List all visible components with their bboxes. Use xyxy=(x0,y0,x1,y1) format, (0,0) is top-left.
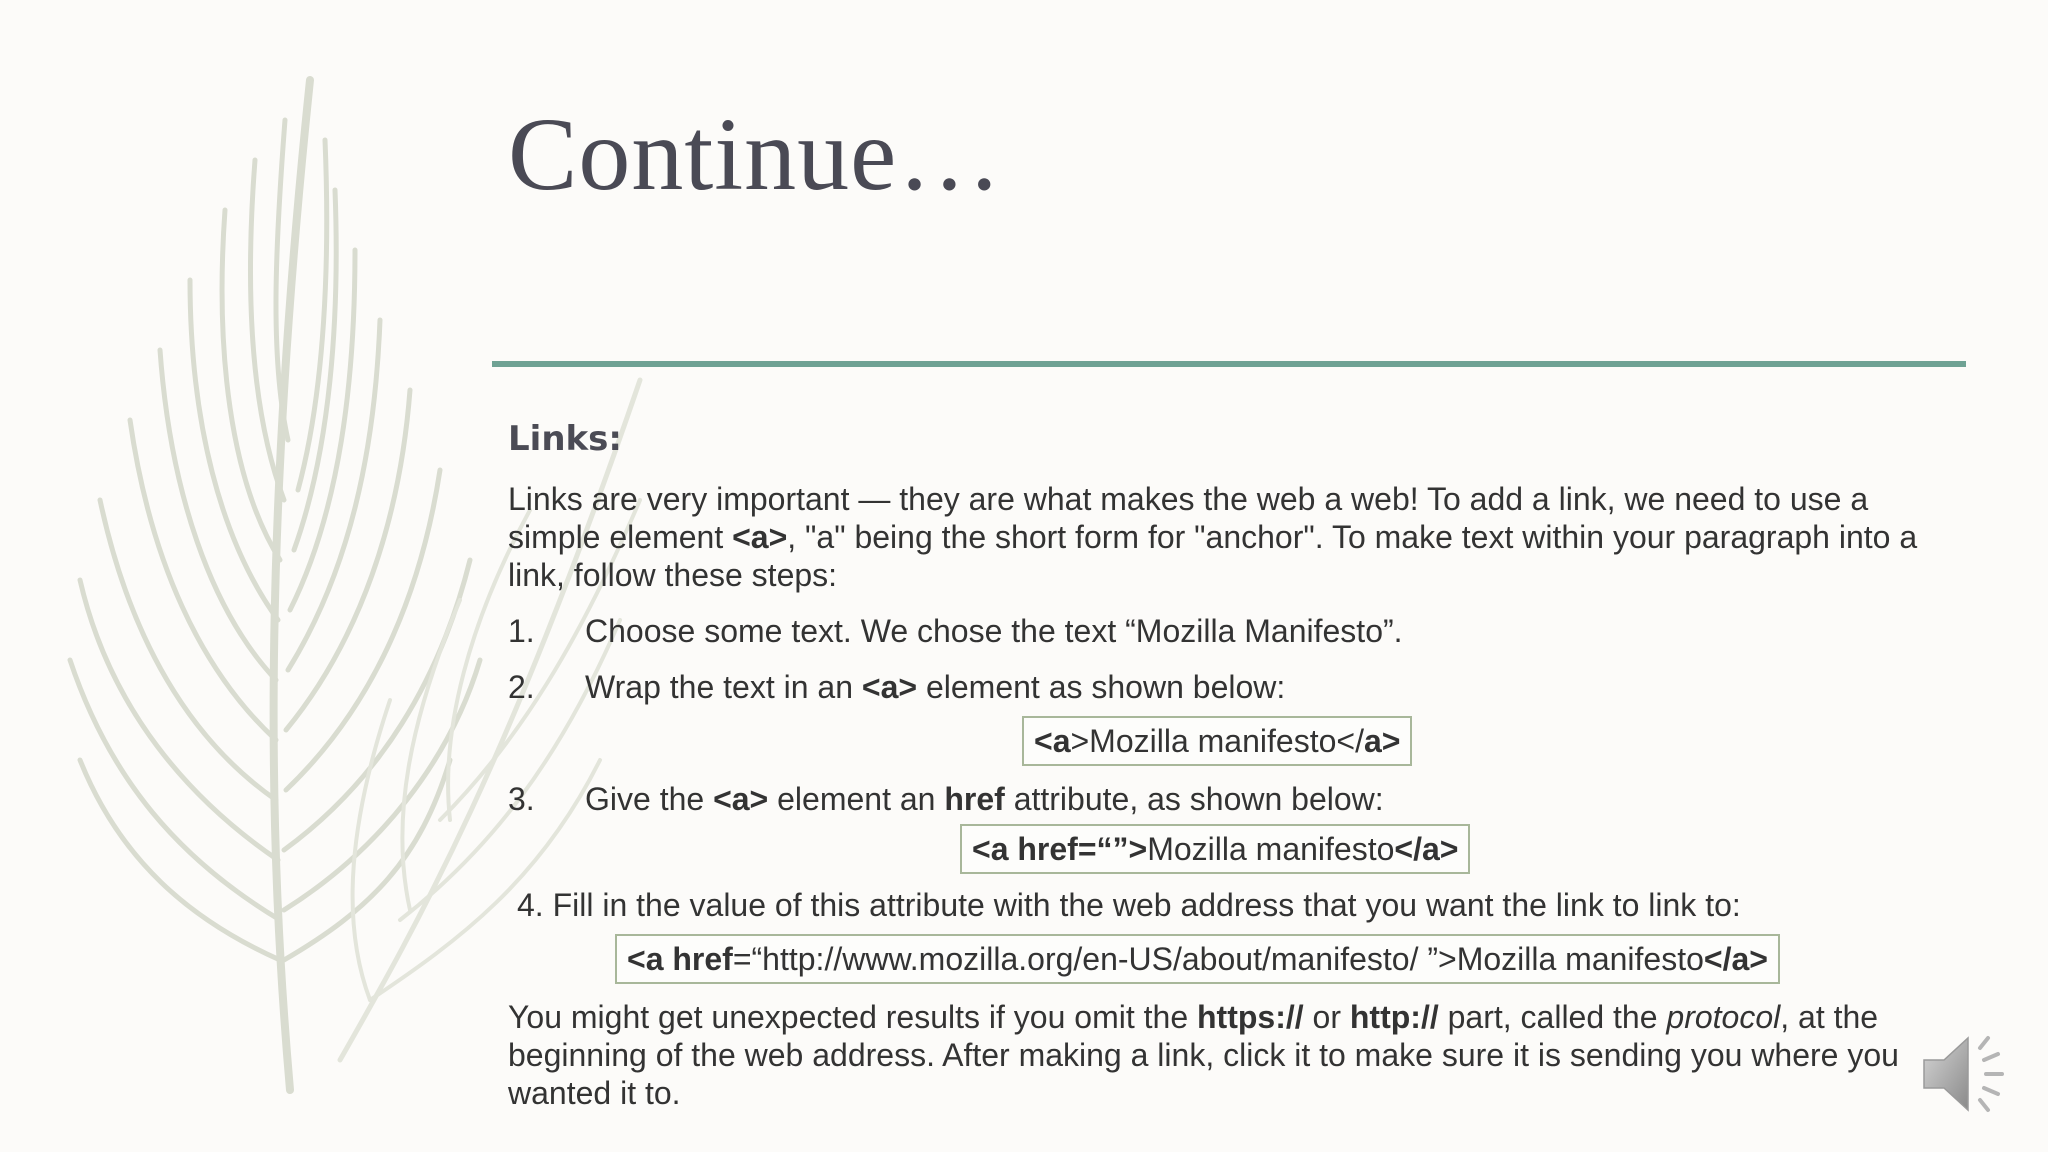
code-example-2 xyxy=(960,824,1470,874)
step-number: 3. xyxy=(508,781,535,817)
step-3 xyxy=(508,780,1958,818)
step-text xyxy=(585,780,1384,818)
closing-bold: https:// xyxy=(1197,999,1304,1035)
code-bold: > xyxy=(1381,723,1401,759)
step-text-part: element an xyxy=(768,781,945,817)
step-text xyxy=(585,668,1285,706)
closing-bold: http:// xyxy=(1349,999,1439,1035)
slide-title: Continue… xyxy=(508,97,1003,212)
intro-text-2: , "a" being the short form for "anchor". To make text within your paragraph into a link, follow these steps: xyxy=(508,519,1918,593)
closing-paragraph xyxy=(508,998,1958,1112)
step-1 xyxy=(508,612,1958,650)
step-number: 1. xyxy=(508,613,535,649)
title-divider xyxy=(492,361,1966,367)
code-example-3 xyxy=(615,934,1780,984)
step-code-href: href xyxy=(944,781,1005,817)
code-bold: <a href xyxy=(627,941,733,977)
code-example-2-row xyxy=(508,824,1958,874)
closing-text: You might get unexpected results if you omit the xyxy=(508,999,1197,1035)
closing-italic: protocol xyxy=(1666,999,1781,1035)
code-example-3-row xyxy=(508,934,1958,984)
step-text-part: element as shown below: xyxy=(917,669,1286,705)
step-text-part: attribute, as shown below: xyxy=(1004,781,1384,817)
intro-code-a: <a> xyxy=(732,519,788,555)
speaker-icon[interactable] xyxy=(1918,1026,2014,1122)
closing-text: , at the beginning of the web address. After making a link, click it to make sure it is sending you where you wanted it to. xyxy=(508,999,1899,1111)
closing-text: or xyxy=(1303,999,1350,1035)
closing-text: part, called the xyxy=(1438,999,1667,1035)
intro-paragraph xyxy=(508,480,1958,594)
code-bold: < xyxy=(1034,723,1053,759)
code-bold: </a> xyxy=(1394,831,1459,867)
step-4: 4. Fill in the value of this attribute with the web address that you want the link to link to: xyxy=(517,887,1741,923)
step-text: Choose some text. We chose the text “Mozilla Manifesto”. xyxy=(585,613,1403,649)
step-code-a: <a> xyxy=(861,669,918,705)
intro-text-1: Links are very important — they are what makes the web a web! To add a link, we need to use a simple element xyxy=(508,481,1869,555)
code-bold: a xyxy=(1052,723,1071,759)
code-bold: a xyxy=(1363,723,1382,759)
code-text: =“http://www.mozilla.org/en-US/about/manifesto/ ”>Mozilla manifesto xyxy=(732,941,1704,977)
section-heading: Links: xyxy=(508,419,622,459)
step-text-part: Wrap the text in an xyxy=(585,669,862,705)
step-text-part: Give the xyxy=(585,781,714,817)
code-bold: </a> xyxy=(1703,941,1768,977)
step-2 xyxy=(508,668,1958,706)
code-example-1-row xyxy=(508,716,1958,766)
code-bold: <a href=“”> xyxy=(972,831,1148,867)
code-text: Mozilla manifesto xyxy=(1147,831,1395,867)
code-example-1 xyxy=(1022,716,1412,766)
step-code-a: <a> xyxy=(713,781,769,817)
slide-body xyxy=(508,412,1958,1112)
code-text: >Mozilla manifesto</ xyxy=(1070,723,1364,759)
step-number: 2. xyxy=(508,669,535,705)
